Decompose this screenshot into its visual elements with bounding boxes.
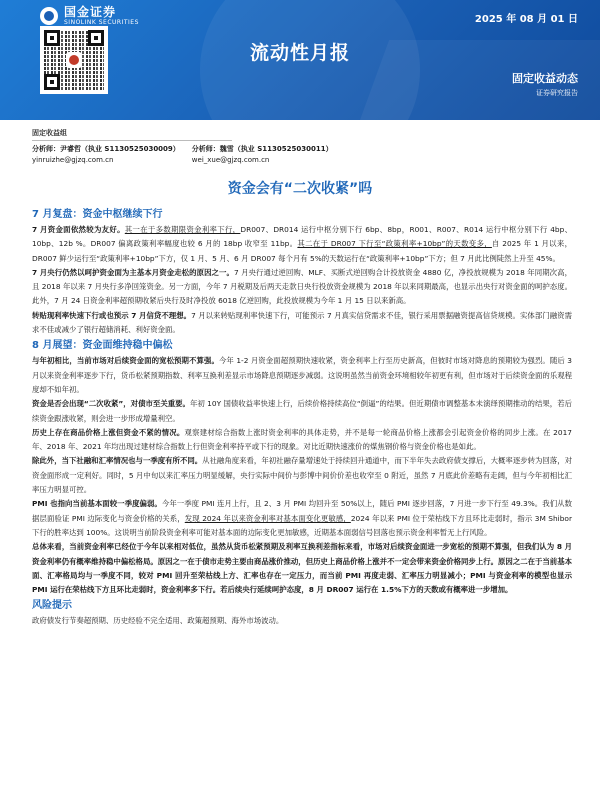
qr-finder-icon [44, 74, 60, 90]
logo-name-cn: 国金证券 [64, 5, 117, 19]
team-label: 固定收益组 [32, 128, 232, 141]
report-dept: 证券研究报告 [536, 89, 578, 97]
paragraph: 与年初相比，当前市场对后续资金面的宽松预期不算强。今年 1-2 月资金面超预期快速收紧，资金利率上行至历史新高，但彼时市场对降息的预期较为强烈。随后 3 月以来资金利率逐步下行，货币松紧预期指数、利率互换利差显示市场降息预期逐步减弱。这说明虽然当前资金环境相较年初更有利，但市场对于后续资金面的乐观程度却不如年初。 [32, 356, 573, 394]
analyst-name: 分析师：魏雪（执业 S1130525030011） [191, 145, 333, 153]
report-date: 2025 年 08 月 01 日 [474, 14, 578, 25]
paragraph: PMI 也指向当前基本面较一季度偏弱。今年一季度 PMI 连月上行，且 2、3 月 PMI 均回升至 50%以上，随后 PMI 逐步回落，7 月进一步下行至 49.3%。我们从数据层面验证 PMI 边际变化与资金价格的关系，发现 2024 年以来资金利率对基本面变化更敏感，2024 年以来 PMI 位于荣枯线下方且环比走弱时，指示 3M Shibor 下行的胜率达到 100%。这说明当前阶段资金利率可能对基本面的边际变化更加敏感，近期基本面弱信号回落也预示资金利率暂无上行风险。 [32, 499, 572, 537]
paragraph: 资金是否会出现“二次收紧”，对债市至关重要。年初 10Y 国债收益率快速上行，后续价格持续高位“倒逼”的结果。但近期债市调整基本未演绎预期推动的结果，若后续资金跟涨收紧，则会进一步形成增量利空。 [32, 399, 573, 423]
paragraph: 7 月央行仍然以呵护资金面为主基本月资金走松的原因之一。7 月央行通过逆回购、MLF、买断式逆回购合计投放资金 4880 亿，净投放规模为 2018 年同期次高，且 2018 年以来 7 月央行多净回笼资金。另一方面，今年 7 月税期及后两天走款日央行投放资金规模为 2018 年以来同期最高，也显示出央行对资金面的呵护态度。此外，7 月 24 日资金利率超预期收紧后央行及时净投放 6018 亿逆回购，此投放规模为今年 1 月 15 日以来新高。 [32, 267, 572, 306]
analyst-info [192, 144, 333, 166]
report-title: 流动性月报 [249, 42, 350, 64]
paragraph: 转贴现利率快速下行或也预示 7 月信贷不理想。7 月以来转贴现利率快速下行，可能预示 7 月真实信贷需求不佳，银行采用票据融资提高信贷规模。实体部门融资需求不佳或减少了银行超储消耗、利好资金面。 [32, 310, 572, 335]
document-title: 资金会有“二次收紧”吗 [227, 181, 373, 197]
report-category: 固定收益动态 [512, 72, 578, 85]
report-body [32, 206, 572, 629]
company-logo [40, 6, 139, 26]
paragraph: 总体来看，当前资金利率已经位于今年以来相对低位，虽然从货币松紧预期及利率互换利差指标来看，市场对后续资金面进一步宽松的预期不算强，但我们认为 8 月资金利率仍有概率维持稳中偏松格局。原因之一在于债市走势主要由商品涨价推动，但历史上商品价格上涨并不一定会带来资金价格同步上行。原因之二在于当前基本面、汇率格局均与一季度不同，较对 PMI 回升至荣枯线上方、汇率也存在一定压力，而当前 PMI 再度走弱、汇率压力明显减小；PMI 与资金利率的模型也显示 PMI 运行在荣枯线下方且环比走弱时，资金利率多下行。若后续央行延续呵护态度，8 月 DR007 运行在 1.5%下方的天数或有概率进一步增加。 [32, 542, 572, 595]
section-heading: 风险提示 [32, 600, 72, 612]
analyst-name: 分析师：尹睿哲（执业 S1130525030009） [32, 145, 180, 153]
paragraph: 政府债发行节奏超预期、历史经验不完全适用、政策超预期、海外市场波动。 [32, 616, 284, 626]
analyst-email[interactable]: wei_xue@gjzq.com.cn [191, 155, 270, 164]
section-heading: 8 月展望：资金面维持稳中偏松 [32, 340, 173, 352]
section-heading: 7 月复盘：资金中枢继续下行 [32, 209, 163, 220]
logo-icon [40, 7, 58, 25]
report-header [0, 0, 600, 120]
logo-name-en: SINOLINK SECURITIES [64, 19, 139, 26]
paragraph: 7 月资金面依然较为友好。其一在于多数期限资金利率下行，DR007、DR014 运行中枢分别下行 6bp、8bp，R001、R007、R014 运行中枢分别下行 4bp、10bp、12b %。DR007 偏离政策利率幅度也较 6 月的 18bp 收窄至 11bp。其二在于 DR007 下行至“政策利率+10bp”的天数变多，自 2025 年 1 月以来，DR007 鲜少运行至“政策利率+10bp”下方，仅 1 月、5 月、6 月 DR007 每个月有 5%的天数运行在“政策利率+10bp”下方；但 7 月此比例陡然上升至 45%。 [32, 225, 572, 263]
analyst-info [32, 144, 180, 166]
paragraph: 除此外，当下社融和汇率情况也与一季度有所不同。从社融角度来看，年初社融存量增速处于持续回升通道中，而下半年失去政府债支撑后，大概率逐步转为回落，对资金面形成一定利好。同时，5 月中旬以来汇率压力明显缓解，央行实际中间价与彭博中间价价差也收窄至 0 附近，虽然 7 月底此价差略有走阔，但与今年初相比汇率压力明显可控。 [32, 456, 572, 495]
analyst-block [32, 128, 572, 166]
analyst-email[interactable]: yinruizhe@gjzq.com.cn [32, 155, 114, 164]
paragraph: 历史上存在商品价格上涨但资金不紧的情况。观察建材综合指数上涨时资金利率的具体走势，并不是每一轮商品价格上涨都会引起资金价格的同步上涨。在 2017 年、2018 年、2021 年均出现过建材综合指数上行但资金利率持平或下行的现象。对比近期快速涨价的煤焦钢价格与资金价格也是如此。 [32, 427, 572, 452]
